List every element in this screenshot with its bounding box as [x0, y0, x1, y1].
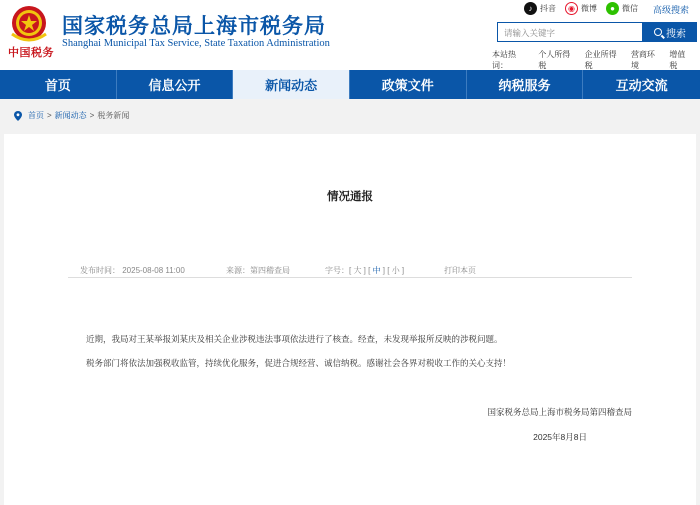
weibo-icon: ◉ [565, 2, 578, 15]
font-size-medium[interactable]: 中 [372, 266, 381, 275]
breadcrumb-separator: > [89, 111, 95, 120]
font-size-small[interactable]: 小 [391, 266, 400, 275]
wechat-icon: ● [606, 2, 619, 15]
article-source: 来源：第四稽查局 [226, 266, 290, 275]
nav-item-tax-services[interactable]: 纳税服务 [467, 70, 584, 99]
search-input[interactable]: 请输入关键字 [497, 22, 643, 42]
font-size-label: 字号： [325, 266, 349, 275]
breadcrumb [14, 110, 129, 121]
advanced-search-link[interactable]: 高级搜索 [653, 5, 690, 15]
nav-item-policy-documents[interactable]: 政策文件 [350, 70, 467, 99]
search-icon [654, 28, 662, 36]
hot-word[interactable]: 营商环境 [630, 50, 655, 70]
search-button-label: 搜索 [666, 28, 686, 40]
article-paragraph: 税务部门将依法加强税收监管，持续优化服务，促进合规经营、诚信纳税。感谢社会各界对税收工作的关心支持！ [86, 358, 512, 368]
social-weibo-label: 微博 [581, 4, 597, 13]
meta-divider [68, 277, 632, 278]
nav-item-home[interactable]: 首页 [0, 70, 117, 99]
article-signature: 国家税务总局上海市税务局第四稽查局 [487, 407, 632, 417]
breadcrumb-news[interactable]: 新闻动态 [54, 111, 87, 120]
social-wechat-label: 微信 [622, 4, 638, 13]
site-title-en: Shanghai Municipal Tax Service, State Taxation Administration [62, 38, 330, 49]
hot-word[interactable]: 企业所得税 [584, 50, 617, 70]
social-links [524, 2, 647, 15]
location-pin-icon [14, 111, 22, 121]
article-meta [80, 265, 476, 276]
nav-item-interaction[interactable]: 互动交流 [615, 78, 668, 93]
article-paragraph: 近期，我局对王某举报刘某庆及相关企业涉税违法事项依法进行了核查。经查，未发现举报所反映的涉税问题。 [86, 334, 503, 344]
nav-item-info-disclosure[interactable]: 信息公开 [117, 70, 234, 99]
social-douyin[interactable] [524, 2, 556, 15]
social-wechat[interactable] [606, 2, 638, 15]
hot-word[interactable]: 增值税 [669, 50, 686, 70]
print-page-link[interactable]: 打印本页 [444, 266, 476, 275]
breadcrumb-separator: > [47, 111, 52, 120]
article-title: 情况通报 [327, 191, 373, 203]
tax-emblem-icon [6, 4, 52, 44]
site-title[interactable]: 国家税务总局上海市税务局 [62, 15, 326, 38]
hot-word[interactable]: 个人所得税 [538, 50, 571, 70]
hot-words-label: 本站热词： [492, 50, 516, 70]
main-nav [0, 70, 700, 99]
article-date: 2025年8月8日 [533, 432, 587, 442]
search-button[interactable] [643, 22, 697, 42]
font-size-control: 字号：[ 大 ] [ 中 ] [ 小 ] [325, 266, 405, 275]
site-header [0, 0, 700, 70]
hot-words [492, 49, 700, 71]
font-size-large[interactable]: 大 [353, 266, 362, 275]
nav-item-news[interactable]: 新闻动态 [233, 70, 350, 99]
social-weibo[interactable] [565, 2, 597, 15]
douyin-icon: ♪ [524, 2, 537, 15]
breadcrumb-current: 税务新闻 [97, 111, 130, 120]
social-douyin-label: 抖音 [540, 4, 556, 13]
breadcrumb-home[interactable]: 首页 [28, 111, 44, 120]
publish-time: 发布时间： 2025-08-08 11:00 [80, 266, 185, 275]
china-tax-logo-text: 中国税务 [8, 46, 54, 59]
